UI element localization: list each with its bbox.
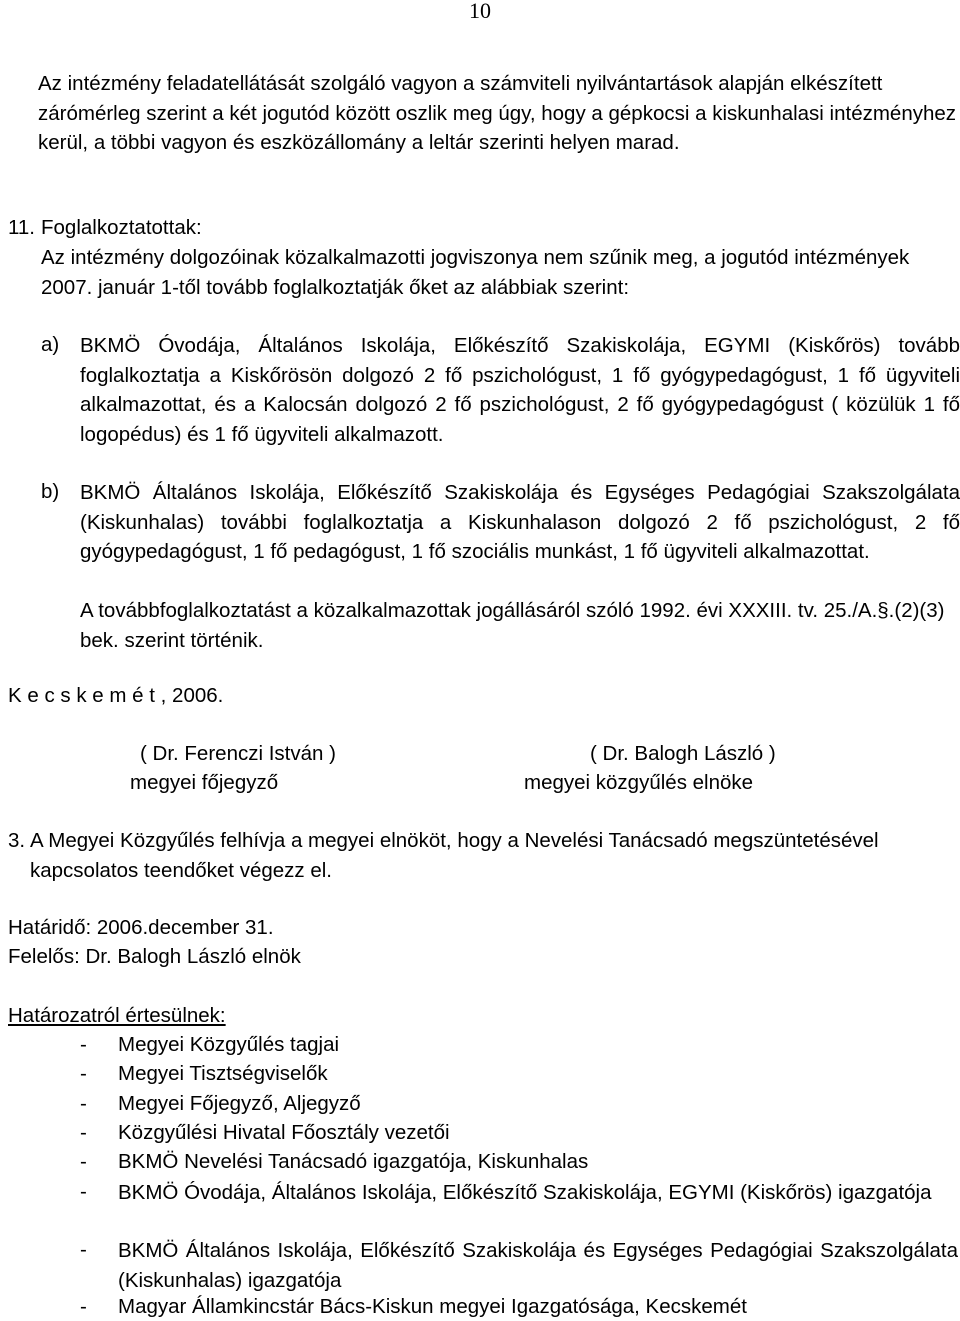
list-item: Megyei Főjegyző, Aljegyző — [118, 1092, 361, 1115]
list-item: BKMÖ Nevelési Tanácsadó igazgatója, Kiskunhalas — [118, 1150, 589, 1173]
list-dash: - — [80, 1180, 87, 1203]
list-dash: - — [80, 1238, 87, 1261]
list-dash: - — [80, 1295, 87, 1318]
item-b-label: b) — [41, 480, 60, 503]
section-11-body: Az intézmény dolgozóinak közalkalmazotti jogviszonya nem szűnik meg, a jogutód intézmények 2007. január 1-től tovább foglalkoztatják őket az alábbiak szerint: — [41, 246, 910, 299]
list-dash: - — [80, 1033, 87, 1056]
list-item: Megyei Tisztségviselők — [118, 1062, 328, 1085]
list-dash: - — [80, 1062, 87, 1085]
signature-right-name: ( Dr. Balogh László ) — [590, 742, 776, 765]
item-b-text: BKMÖ Általános Iskolája, Előkészítő Szakiskolája és Egységes Pedagógiai Szakszolgálata (Kiskunhalas) további foglalkoztatja a Kiskunhalason dolgozó 2 fő pszichológust, 2 fő gyógypedagógust, 1 fő pedagógust, 1 fő szociális munkást, 1 fő ügyviteli alkalmazottat. — [80, 481, 960, 563]
item-a-label: a) — [41, 333, 60, 356]
list-dash: - — [80, 1092, 87, 1115]
notified-heading: Határozatról értesülnek: — [8, 1004, 226, 1027]
list-item: BKMÖ Általános Iskolája, Előkészítő Szakiskolája és Egységes Pedagógiai Szakszolgálata (Kiskunhalas) igazgatója — [118, 1239, 958, 1292]
signature-left-title: megyei főjegyző — [130, 771, 279, 794]
item-b-note: A továbbfoglalkoztatást a közalkalmazottak jogállásáról szóló 1992. évi XXXIII. tv. 25./A.§.(2)(3) bek. szerint történik. — [80, 599, 945, 652]
page-number: 10 — [469, 0, 491, 23]
list-item: Magyar Államkincstár Bács-Kiskun megyei Igazgatósága, Kecskemét — [118, 1295, 747, 1318]
list-item: Közgyűlési Hivatal Főosztály vezetői — [118, 1121, 450, 1144]
section-11-number: 11. — [8, 216, 35, 239]
list-dash: - — [80, 1121, 87, 1144]
intro-paragraph: Az intézmény feladatellátását szolgáló vagyon a számviteli nyilvántartások alapján elkészített zárómérleg szerint a két jogutód között oszlik meg úgy, hogy a gépkocsi a kiskunhalasi intézményhez kerül, a többi vagyon és eszközállomány a leltár szerinti helyen marad. — [38, 72, 957, 154]
resolution-3-number: 3. — [8, 829, 26, 852]
item-a-text: BKMÖ Óvodája, Általános Iskolája, Előkészítő Szakiskolája, EGYMI (Kiskőrös) tovább foglalkoztatja a Kiskőrösön dolgozó 2 fő pszichológust, 1 fő gyógypedagógust, 1 fő ügyviteli alkalmazottat, és a Kalocsán dolgozó 2 fő pszichológust, 2 fő gyógypedagógust ( közülük 1 fő logopédus) és 1 fő ügyviteli alkalmazott. — [80, 334, 960, 446]
signature-left-name: ( Dr. Ferenczi István ) — [140, 742, 336, 765]
list-dash: - — [80, 1150, 87, 1173]
list-item: BKMÖ Óvodája, Általános Iskolája, Előkészítő Szakiskolája, EGYMI (Kiskőrös) igazgatója — [118, 1181, 932, 1204]
place-date: K e c s k e m é t , 2006. — [8, 684, 224, 707]
deadline: Határidő: 2006.december 31. — [8, 916, 274, 939]
section-11-title: Foglalkoztatottak: — [41, 216, 202, 239]
list-item: Megyei Közgyűlés tagjai — [118, 1033, 340, 1056]
responsible: Felelős: Dr. Balogh László elnök — [8, 945, 301, 968]
resolution-3-text: A Megyei Közgyűlés felhívja a megyei elnököt, hogy a Nevelési Tanácsadó megszüntetésével kapcsolatos teendőket végezz el. — [30, 829, 879, 882]
signature-right-title: megyei közgyűlés elnöke — [524, 771, 754, 794]
